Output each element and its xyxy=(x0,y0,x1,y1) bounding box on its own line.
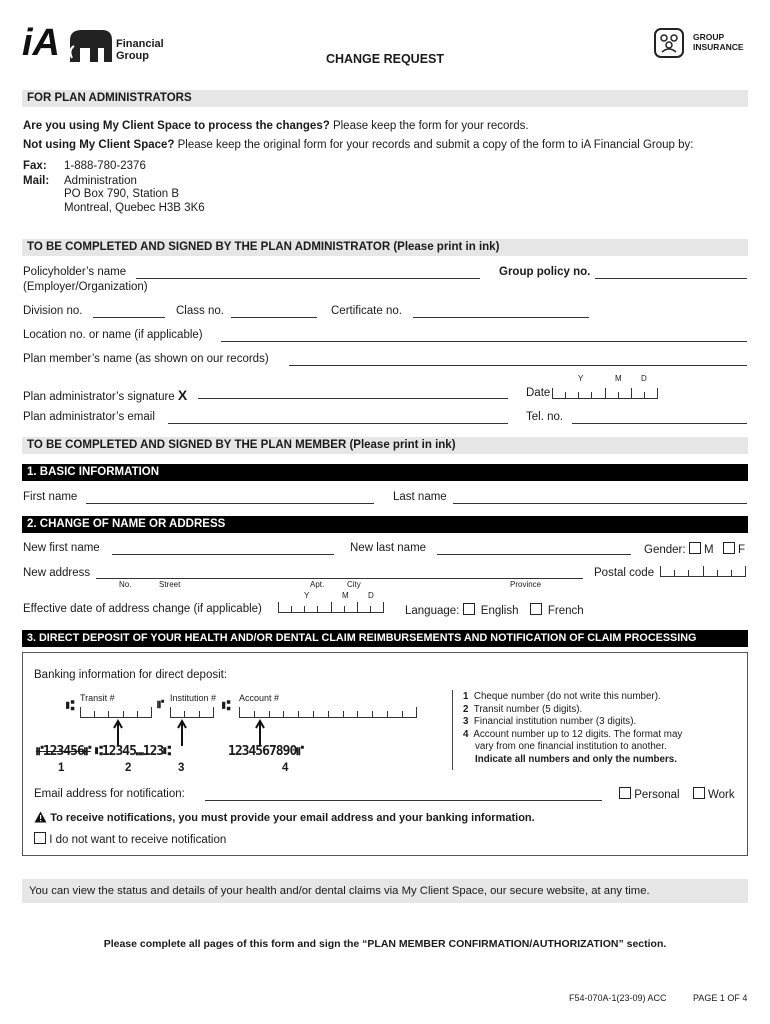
transit-sample: ⑆12345⑉123⑆ xyxy=(95,744,171,759)
group-insurance-badge xyxy=(654,28,754,64)
new-last-name-field[interactable] xyxy=(437,554,631,555)
date-label: Date xyxy=(526,387,551,399)
personal-label: Personal xyxy=(634,789,680,801)
page-number: PAGE 1 OF 4 xyxy=(693,993,748,1003)
personal-checkbox[interactable] xyxy=(619,787,631,799)
group-label: GROUP xyxy=(693,32,725,42)
no-notification-option xyxy=(34,832,226,846)
question-client-space: Are you using My Client Space to process the changes? Please keep the form for your records. xyxy=(23,120,529,132)
english-label: English xyxy=(480,605,519,617)
notification-warning: To receive notifications, you must provide your email address and your banking information. xyxy=(34,811,535,824)
cheque-index-4: 4 xyxy=(282,762,289,774)
email-type-group xyxy=(619,787,735,801)
certificate-label: Certificate no. xyxy=(331,305,402,317)
mail-line-1: Administration xyxy=(64,175,137,187)
mail-label: Mail: xyxy=(23,175,50,187)
new-last-name-label: New last name xyxy=(350,542,427,554)
cheque-index-2: 2 xyxy=(125,762,132,774)
admin-section-header: FOR PLAN ADMINISTRATORS xyxy=(22,90,748,107)
work-label: Work xyxy=(708,789,735,801)
fax-value: 1-888-780-2376 xyxy=(64,160,146,172)
page-title: CHANGE REQUEST xyxy=(325,52,445,66)
basic-info-header: 1. BASIC INFORMATION xyxy=(22,464,748,481)
postal-code-label: Postal code xyxy=(594,567,655,579)
cheque-number-sample: ⑈123456⑈ xyxy=(36,744,91,759)
class-field[interactable] xyxy=(231,317,317,318)
institution-label: Institution # xyxy=(170,693,217,703)
location-label: Location no. or name (if applicable) xyxy=(23,329,203,341)
policyholder-field[interactable] xyxy=(136,278,480,279)
gender-group xyxy=(644,542,745,556)
new-first-name-field[interactable] xyxy=(112,554,334,555)
tel-field[interactable] xyxy=(572,423,747,424)
certificate-field[interactable] xyxy=(413,317,589,318)
effective-date-field[interactable] xyxy=(278,602,384,613)
logo-mark-text: iA xyxy=(22,22,60,64)
transit-symbol: ⑆ xyxy=(66,697,75,713)
date-m-label: M xyxy=(615,374,622,383)
question-not-client-space: Not using My Client Space? Please keep the original form for your records and submit a copy of the form to iA Financial Group by: xyxy=(23,139,694,151)
account-sample: 1234567890⑈ xyxy=(228,744,304,759)
no-notification-label: I do not want to receive notification xyxy=(49,834,227,846)
notification-email-label: Email address for notification: xyxy=(34,788,185,800)
policyholder-sublabel: (Employer/Organization) xyxy=(23,281,148,293)
client-space-banner: You can view the status and details of your health and/or dental claims via My Client Space, our secure website, at any time. xyxy=(22,879,748,903)
member-form-header: TO BE COMPLETED AND SIGNED BY THE PLAN MEMBER (Please print in ink) xyxy=(22,437,748,454)
language-group xyxy=(405,603,584,617)
admin-email-field[interactable] xyxy=(168,423,508,424)
signature-label: Plan administrator’s signature X xyxy=(23,387,188,403)
gender-m-label: M xyxy=(703,544,714,556)
postal-code-field[interactable] xyxy=(660,566,746,577)
french-label: French xyxy=(547,605,584,617)
last-name-label: Last name xyxy=(393,491,447,503)
eff-date-m-label: M xyxy=(342,591,349,600)
work-checkbox[interactable] xyxy=(693,787,705,799)
group-people-icon xyxy=(654,28,684,58)
date-d-label: D xyxy=(641,374,647,383)
last-name-field[interactable] xyxy=(453,503,747,504)
institution-symbol: ⑈ xyxy=(157,697,165,711)
gender-f-checkbox[interactable] xyxy=(723,542,735,554)
cheque-index-3: 3 xyxy=(178,762,185,774)
language-label: Language: xyxy=(405,605,460,617)
deposit-notes: 1 Cheque number (do not write this number). 2 Transit number (5 digits). 3 Financial institution number (3 digits). 4 Account number up to 12 digits. The format may vary from one financial institution to another. Indicate all numbers and only the numbers. xyxy=(463,691,683,765)
signature-x-mark: X xyxy=(177,387,188,403)
group-policy-field[interactable] xyxy=(595,278,747,279)
transit-label: Transit # xyxy=(80,693,115,703)
location-field[interactable] xyxy=(221,341,747,342)
institution-field[interactable] xyxy=(170,707,214,718)
transit-field[interactable] xyxy=(80,707,152,718)
division-label: Division no. xyxy=(23,305,83,317)
admin-email-label: Plan administrator’s email xyxy=(23,411,155,423)
logo-sub-financial: Financial xyxy=(116,38,164,50)
division-field[interactable] xyxy=(93,317,165,318)
admin-date-field[interactable] xyxy=(552,388,658,399)
french-checkbox[interactable] xyxy=(530,603,542,615)
new-address-label: New address xyxy=(23,567,91,579)
form-code: F54-070A-1(23-09) ACC xyxy=(569,993,667,1003)
english-checkbox[interactable] xyxy=(463,603,475,615)
first-name-label: First name xyxy=(23,491,78,503)
group-policy-label: Group policy no. xyxy=(499,266,591,278)
fax-label: Fax: xyxy=(23,160,47,172)
mail-line-3: Montreal, Quebec H3B 3K6 xyxy=(64,202,205,214)
warning-icon xyxy=(34,811,47,823)
new-address-field[interactable] xyxy=(96,578,583,579)
tel-label: Tel. no. xyxy=(526,411,564,423)
banking-label: Banking information for direct deposit: xyxy=(34,669,228,681)
completion-instruction: Please complete all pages of this form and sign the “PLAN MEMBER CONFIRMATION/AUTHORIZATION” section. xyxy=(103,938,667,950)
date-y-label: Y xyxy=(578,374,584,383)
new-first-name-label: New first name xyxy=(23,542,100,554)
change-section-header: 2. CHANGE OF NAME OR ADDRESS xyxy=(22,516,748,533)
gender-m-checkbox[interactable] xyxy=(689,542,701,554)
notification-email-field[interactable] xyxy=(205,800,602,801)
effective-date-label: Effective date of address change (if applicable) xyxy=(23,603,262,615)
address-city-label: City xyxy=(347,580,361,589)
account-field[interactable] xyxy=(239,707,417,718)
address-province-label: Province xyxy=(510,580,542,589)
account-label: Account # xyxy=(239,693,280,703)
mail-line-2: PO Box 790, Station B xyxy=(64,188,180,200)
address-no-label: No. xyxy=(119,580,132,589)
eff-date-y-label: Y xyxy=(304,591,310,600)
policyholder-label: Policyholder’s name xyxy=(23,266,127,278)
first-name-field[interactable] xyxy=(86,503,374,504)
deposit-divider xyxy=(452,690,453,770)
address-apt-label: Apt. xyxy=(310,580,325,589)
logo-sub-group: Group xyxy=(116,50,149,62)
deposit-section-header: 3. DIRECT DEPOSIT OF YOUR HEALTH AND/OR DENTAL CLAIM REIMBURSEMENTS AND NOTIFICATION OF CLAIM PROCESSING xyxy=(22,630,748,647)
member-name-field[interactable] xyxy=(289,365,747,366)
admin-form-header: TO BE COMPLETED AND SIGNED BY THE PLAN ADMINISTRATOR (Please print in ink) xyxy=(22,239,748,256)
gender-label: Gender: xyxy=(644,544,686,556)
no-notification-checkbox[interactable] xyxy=(34,832,46,844)
address-street-label: Street xyxy=(159,580,181,589)
account-symbol: ⑆ xyxy=(222,697,231,713)
signature-field[interactable] xyxy=(198,398,508,399)
gender-f-label: F xyxy=(737,544,745,556)
cheque-index-1: 1 xyxy=(58,762,65,774)
eff-date-d-label: D xyxy=(368,591,374,600)
member-name-label: Plan member’s name (as shown on our records) xyxy=(23,353,269,365)
insurance-label: INSURANCE xyxy=(693,42,744,52)
class-label: Class no. xyxy=(176,305,224,317)
